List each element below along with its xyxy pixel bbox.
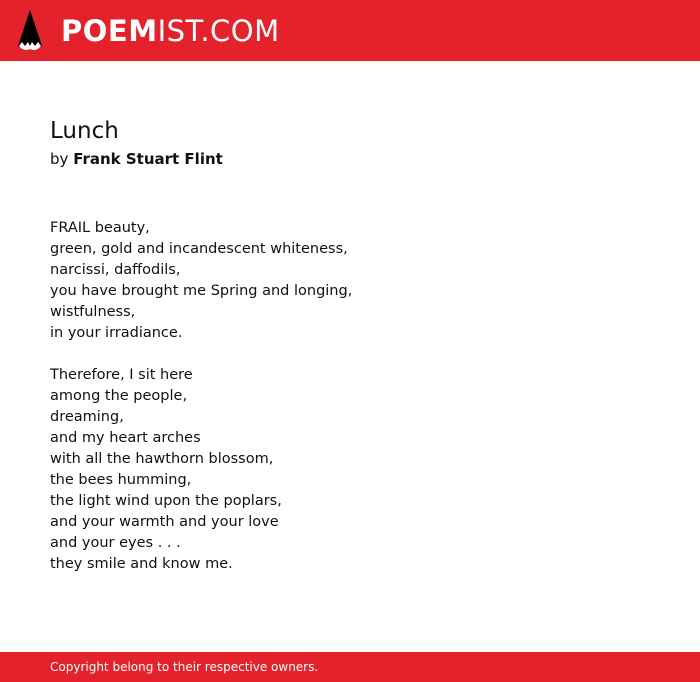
poem-line: you have brought me Spring and longing, [50, 283, 353, 299]
poem-line: the light wind upon the poplars, [50, 493, 282, 509]
poem-stanza [50, 365, 650, 575]
poem-container [50, 116, 650, 596]
poem-line: green, gold and incandescent whiteness, [50, 241, 348, 257]
site-header [0, 0, 700, 61]
logo-text-light: IST.COM [157, 13, 280, 48]
poem-line: wistfulness, [50, 304, 136, 320]
poem-byline [50, 148, 650, 170]
poem-title: Lunch [50, 118, 119, 144]
byline-prefix: by [50, 150, 69, 168]
logo-text-strong: POEM [61, 13, 158, 48]
pencil-icon [16, 9, 44, 53]
poem-stanza [50, 218, 650, 344]
poem-line: and my heart arches [50, 430, 201, 446]
poem-body [50, 218, 650, 575]
site-logo-text [61, 13, 280, 48]
poem-author: Frank Stuart Flint [73, 150, 223, 168]
poem-line: narcissi, daffodils, [50, 262, 181, 278]
poem-line: among the people, [50, 388, 188, 404]
site-logo-link[interactable] [16, 8, 280, 54]
footer-copyright: Copyright belong to their respective owners. [50, 660, 319, 674]
poem-line: dreaming, [50, 409, 124, 425]
poem-line: and your warmth and your love [50, 514, 279, 530]
poem-line: the bees humming, [50, 472, 192, 488]
poem-line: Therefore, I sit here [50, 367, 193, 383]
poem-line: FRAIL beauty, [50, 220, 150, 236]
poem-line: and your eyes . . . [50, 535, 181, 551]
site-footer [0, 652, 700, 682]
poem-line: they smile and know me. [50, 556, 233, 572]
poem-line: with all the hawthorn blossom, [50, 451, 274, 467]
poem-line: in your irradiance. [50, 325, 183, 341]
